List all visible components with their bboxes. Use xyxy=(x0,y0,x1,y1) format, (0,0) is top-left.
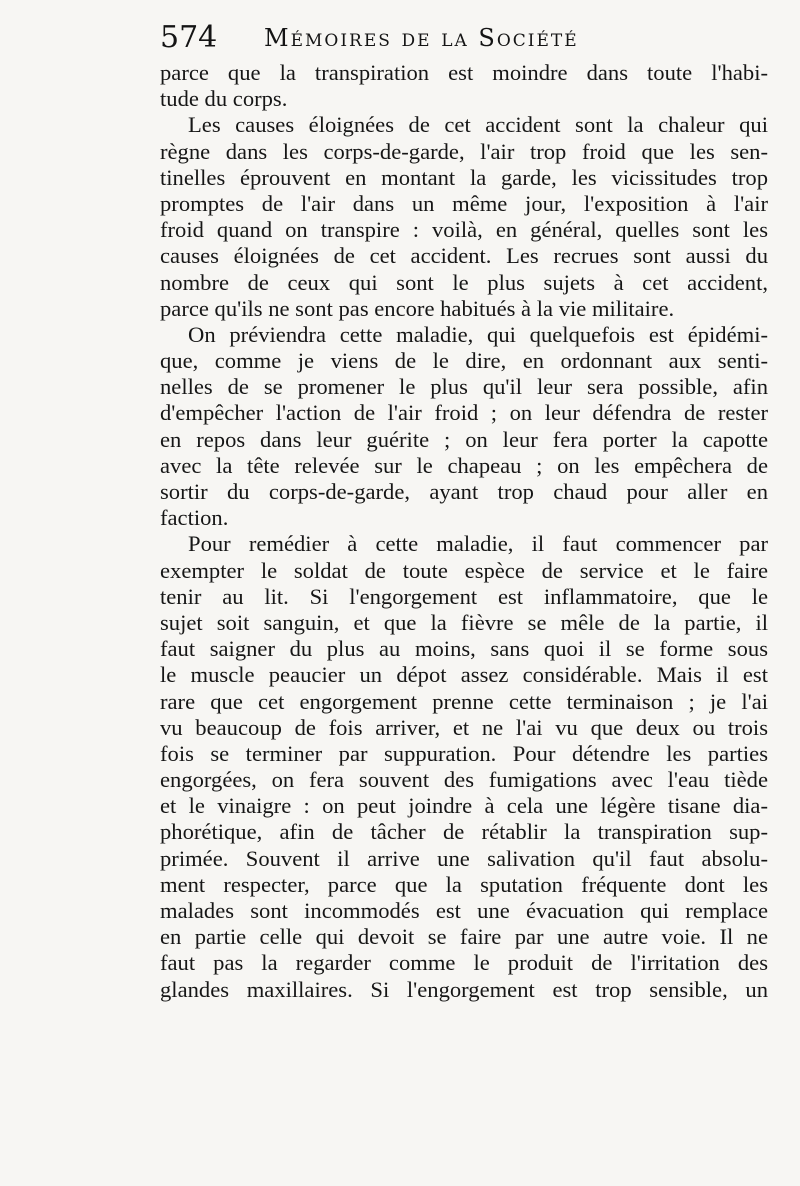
page-number: 574 xyxy=(160,20,218,55)
text-line: fois se terminer par suppuration. Pour détendre les parties xyxy=(160,740,768,766)
text-line: sortir du corps-de-garde, ayant trop chaud pour aller en xyxy=(160,479,768,504)
text-line: règne dans les corps-de-garde, l'air trop froid que les sen- xyxy=(160,138,768,164)
text-line: tude du corps. xyxy=(160,86,288,112)
text-line: parce qu'ils ne sont pas encore habitués à la vie militaire. xyxy=(160,295,675,321)
text-line: malades sont incommodés est une évacuation qui remplace xyxy=(160,898,768,923)
text-line: tinelles éprouvent en montant la garde, les vicissitudes trop xyxy=(160,164,768,190)
text-line: sujet soit sanguin, et que la fièvre se mêle de la partie, il xyxy=(160,609,768,635)
text-line: phorétique, afin de tâcher de rétablir la transpiration sup- xyxy=(160,819,768,845)
text-line: engorgées, on fera souvent des fumigations avec l'eau tiède xyxy=(160,767,768,793)
text-line: On préviendra cette maladie, qui quelquefois est épidémi- xyxy=(188,321,768,347)
text-line: glandes maxillaires. Si l'engorgement est trop sensible, un xyxy=(160,976,768,1002)
text-line: faut pas la regarder comme le produit de l'irritation des xyxy=(160,950,768,976)
text-line: primée. Souvent il arrive une salivation qu'il faut absolu- xyxy=(160,845,768,871)
body-text xyxy=(160,60,768,1003)
text-line: tenir au lit. Si l'engorgement est inflammatoire, que le xyxy=(160,583,768,609)
text-line: ment respecter, parce que la sputation fréquente dont les xyxy=(160,871,768,897)
text-line: froid quand on transpire : voilà, en général, quelles sont les xyxy=(160,217,768,243)
text-line: et le vinaigre : on peut joindre à cela une légère tisane dia- xyxy=(160,793,768,819)
text-line: nelles de se promener le plus qu'il leur sera possible, afin xyxy=(160,374,768,400)
text-line: d'empêcher l'action de l'air froid ; on leur défendra de rester xyxy=(160,400,768,426)
text-line: Les causes éloignées de cet accident sont la chaleur qui xyxy=(188,112,768,138)
text-line: vu beaucoup de fois arriver, et ne l'ai vu que deux ou trois xyxy=(160,714,768,740)
text-line: Pour remédier à cette maladie, il faut commencer par xyxy=(188,531,768,557)
text-line: rare que cet engorgement prenne cette terminaison ; je l'ai xyxy=(160,688,768,714)
text-line: en partie celle qui devoit se faire par une autre voie. Il ne xyxy=(160,924,768,950)
text-line: parce que la transpiration est moindre dans toute l'habi- xyxy=(160,60,768,85)
text-line: faction. xyxy=(160,505,229,531)
text-line: que, comme je viens de le dire, en ordonnant aux senti- xyxy=(160,348,768,374)
text-line: exempter le soldat de toute espèce de service et le faire xyxy=(160,557,768,583)
text-line: faut saigner du plus au moins, sans quoi il se forme sous xyxy=(160,636,768,662)
text-line: causes éloignées de cet accident. Les recrues sont aussi du xyxy=(160,243,768,269)
text-line: promptes de l'air dans un même jour, l'exposition à l'air xyxy=(160,190,768,216)
running-title: Mémoires de la Société xyxy=(264,24,579,52)
text-line: en repos dans leur guérite ; on leur fera porter la capotte xyxy=(160,426,768,452)
text-line: avec la tête relevée sur le chapeau ; on les empêchera de xyxy=(160,452,768,478)
page-header xyxy=(160,20,770,60)
text-line: nombre de ceux qui sont le plus sujets à cet accident, xyxy=(160,269,768,295)
text-line: le muscle peaucier un dépot assez considérable. Mais il est xyxy=(160,662,768,688)
